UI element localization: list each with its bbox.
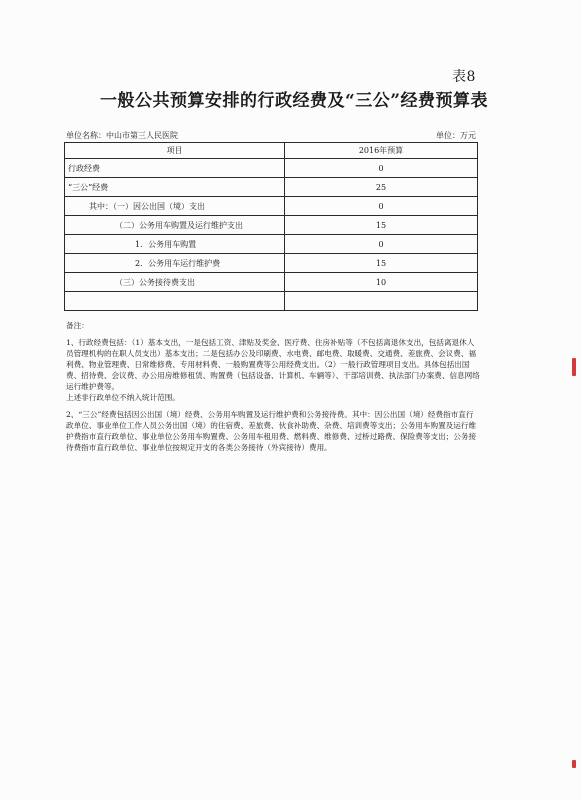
table-row xyxy=(65,254,478,273)
row-label: 其中：（一）因公出国（境）支出 xyxy=(65,197,285,216)
table-row xyxy=(65,216,478,235)
row-value: 0 xyxy=(285,197,478,216)
row-label: 1．公务用车购置 xyxy=(65,235,285,254)
budget-table xyxy=(64,142,478,311)
notes-paragraph-2: 2、“三公”经费包括因公出国（境）经费、公务用车购置及运行维护费和公务接待费。其中：因公出国（境）经费指市直行政单位、事业单位工作人员公务出国（境）的住宿费、差旅费、伙食补助费、杂费、培训费等支出；公务用车购置及运行维护费指市直行政单位、事业单位公务用车购置费、公务用车租用费、燃料费、维修费、过桥过路费、保险费等支出；公务接待费指市直行政单位、事业单位按规定开支的各类公务接待（外宾接待）费用。 xyxy=(66,410,477,452)
row-value: 15 xyxy=(285,254,478,273)
notes-heading: 备注： xyxy=(66,321,89,330)
row-label: “三公”经费 xyxy=(65,178,285,197)
row-label: （三）公务接待费支出 xyxy=(65,273,285,292)
row-label: 2．公务用车运行维护费 xyxy=(65,254,285,273)
table-row xyxy=(65,159,478,178)
binding-mark xyxy=(572,760,576,768)
table-row xyxy=(65,292,478,311)
notes-section xyxy=(66,320,481,453)
unit-label: 单位：万元 xyxy=(436,131,476,140)
row-value: 0 xyxy=(285,235,478,254)
row-value: 0 xyxy=(285,159,478,178)
row-label: 行政经费 xyxy=(65,159,285,178)
row-value: 15 xyxy=(285,216,478,235)
notes-paragraph-1b: 上述非行政单位不纳入统计范围。 xyxy=(66,393,180,402)
row-value: 10 xyxy=(285,273,478,292)
row-label xyxy=(65,292,285,311)
row-value xyxy=(285,292,478,311)
page-title: 一般公共预算安排的行政经费及“三公”经费预算表 xyxy=(99,91,489,111)
table-row xyxy=(65,178,478,197)
header-item: 项目 xyxy=(65,143,285,159)
table-row xyxy=(65,235,478,254)
notes-paragraph-1: 1、行政经费包括：（1）基本支出，一是包括工资、津贴及奖金、医疗费、住房补贴等（不包括离退休支出，包括离退休人员管理机构的在职人员支出）基本支出；二是包括办公及印刷费、水电费、邮电费、取暖费、交通费、差旅费、会议费、福利费、物业管理费、日常维修费、专用材料费、一般购置费等公用经费支出。（2）一般行政管理项目支出。具体包括出国费、招待费、会议费、办公用房维修租赁、购置费（包括设备、计算机、车辆等）、干部培训费、执法部门办案费、信息网络运行维护费等。 xyxy=(66,338,480,391)
row-value: 25 xyxy=(285,178,478,197)
table-row xyxy=(65,273,478,292)
header-budget: 2016年预算 xyxy=(285,143,478,159)
table-row xyxy=(65,197,478,216)
table-header-row xyxy=(65,143,478,159)
binding-mark xyxy=(572,358,576,376)
table-number: 表8 xyxy=(452,69,476,85)
unit-name: 单位名称：中山市第三人民医院 xyxy=(66,131,178,140)
row-label: （二）公务用车购置及运行维护支出 xyxy=(65,216,285,235)
